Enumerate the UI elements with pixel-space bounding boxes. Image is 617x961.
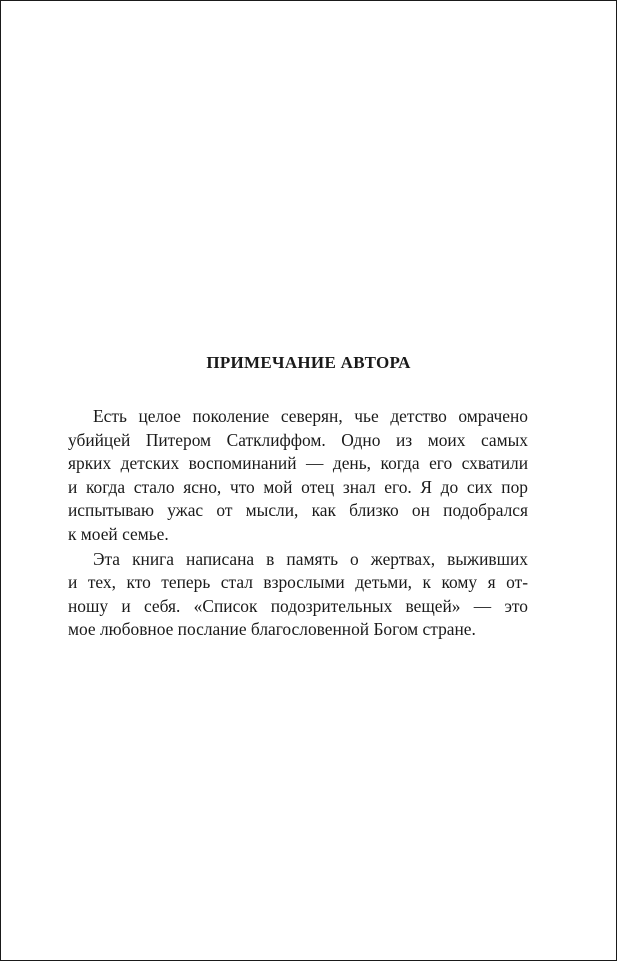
text-line: ношу и себя. «Список подозрительных вещей» — это xyxy=(68,595,528,616)
text-line: и тех, кто теперь стал взрослыми детьми, к кому я от- xyxy=(68,572,528,593)
page-title: ПРИМЕЧАНИЕ АВТОРА xyxy=(206,353,411,372)
text-line: и когда стало ясно, что мой отец знал его. Я до сих пор xyxy=(68,476,528,497)
paragraph-2 xyxy=(68,548,528,642)
paragraph-1 xyxy=(68,405,528,547)
text-line: Есть целое поколение северян, чье детство омрачено xyxy=(93,406,528,426)
text-line: убийцей Питером Сатклиффом. Одно из моих самых xyxy=(68,429,528,450)
author-note-body xyxy=(68,405,528,643)
text-line: Эта книга написана в память о жертвах, выживших xyxy=(93,548,528,569)
text-line: мое любовное послание благословенной Богом стране. xyxy=(68,619,476,640)
text-line: к моей семье. xyxy=(68,523,169,544)
text-line: ярких детских воспоминаний — день, когда его схватили xyxy=(68,453,528,474)
text-line: испытываю ужас от мысли, как близко он подобрался xyxy=(68,500,528,521)
